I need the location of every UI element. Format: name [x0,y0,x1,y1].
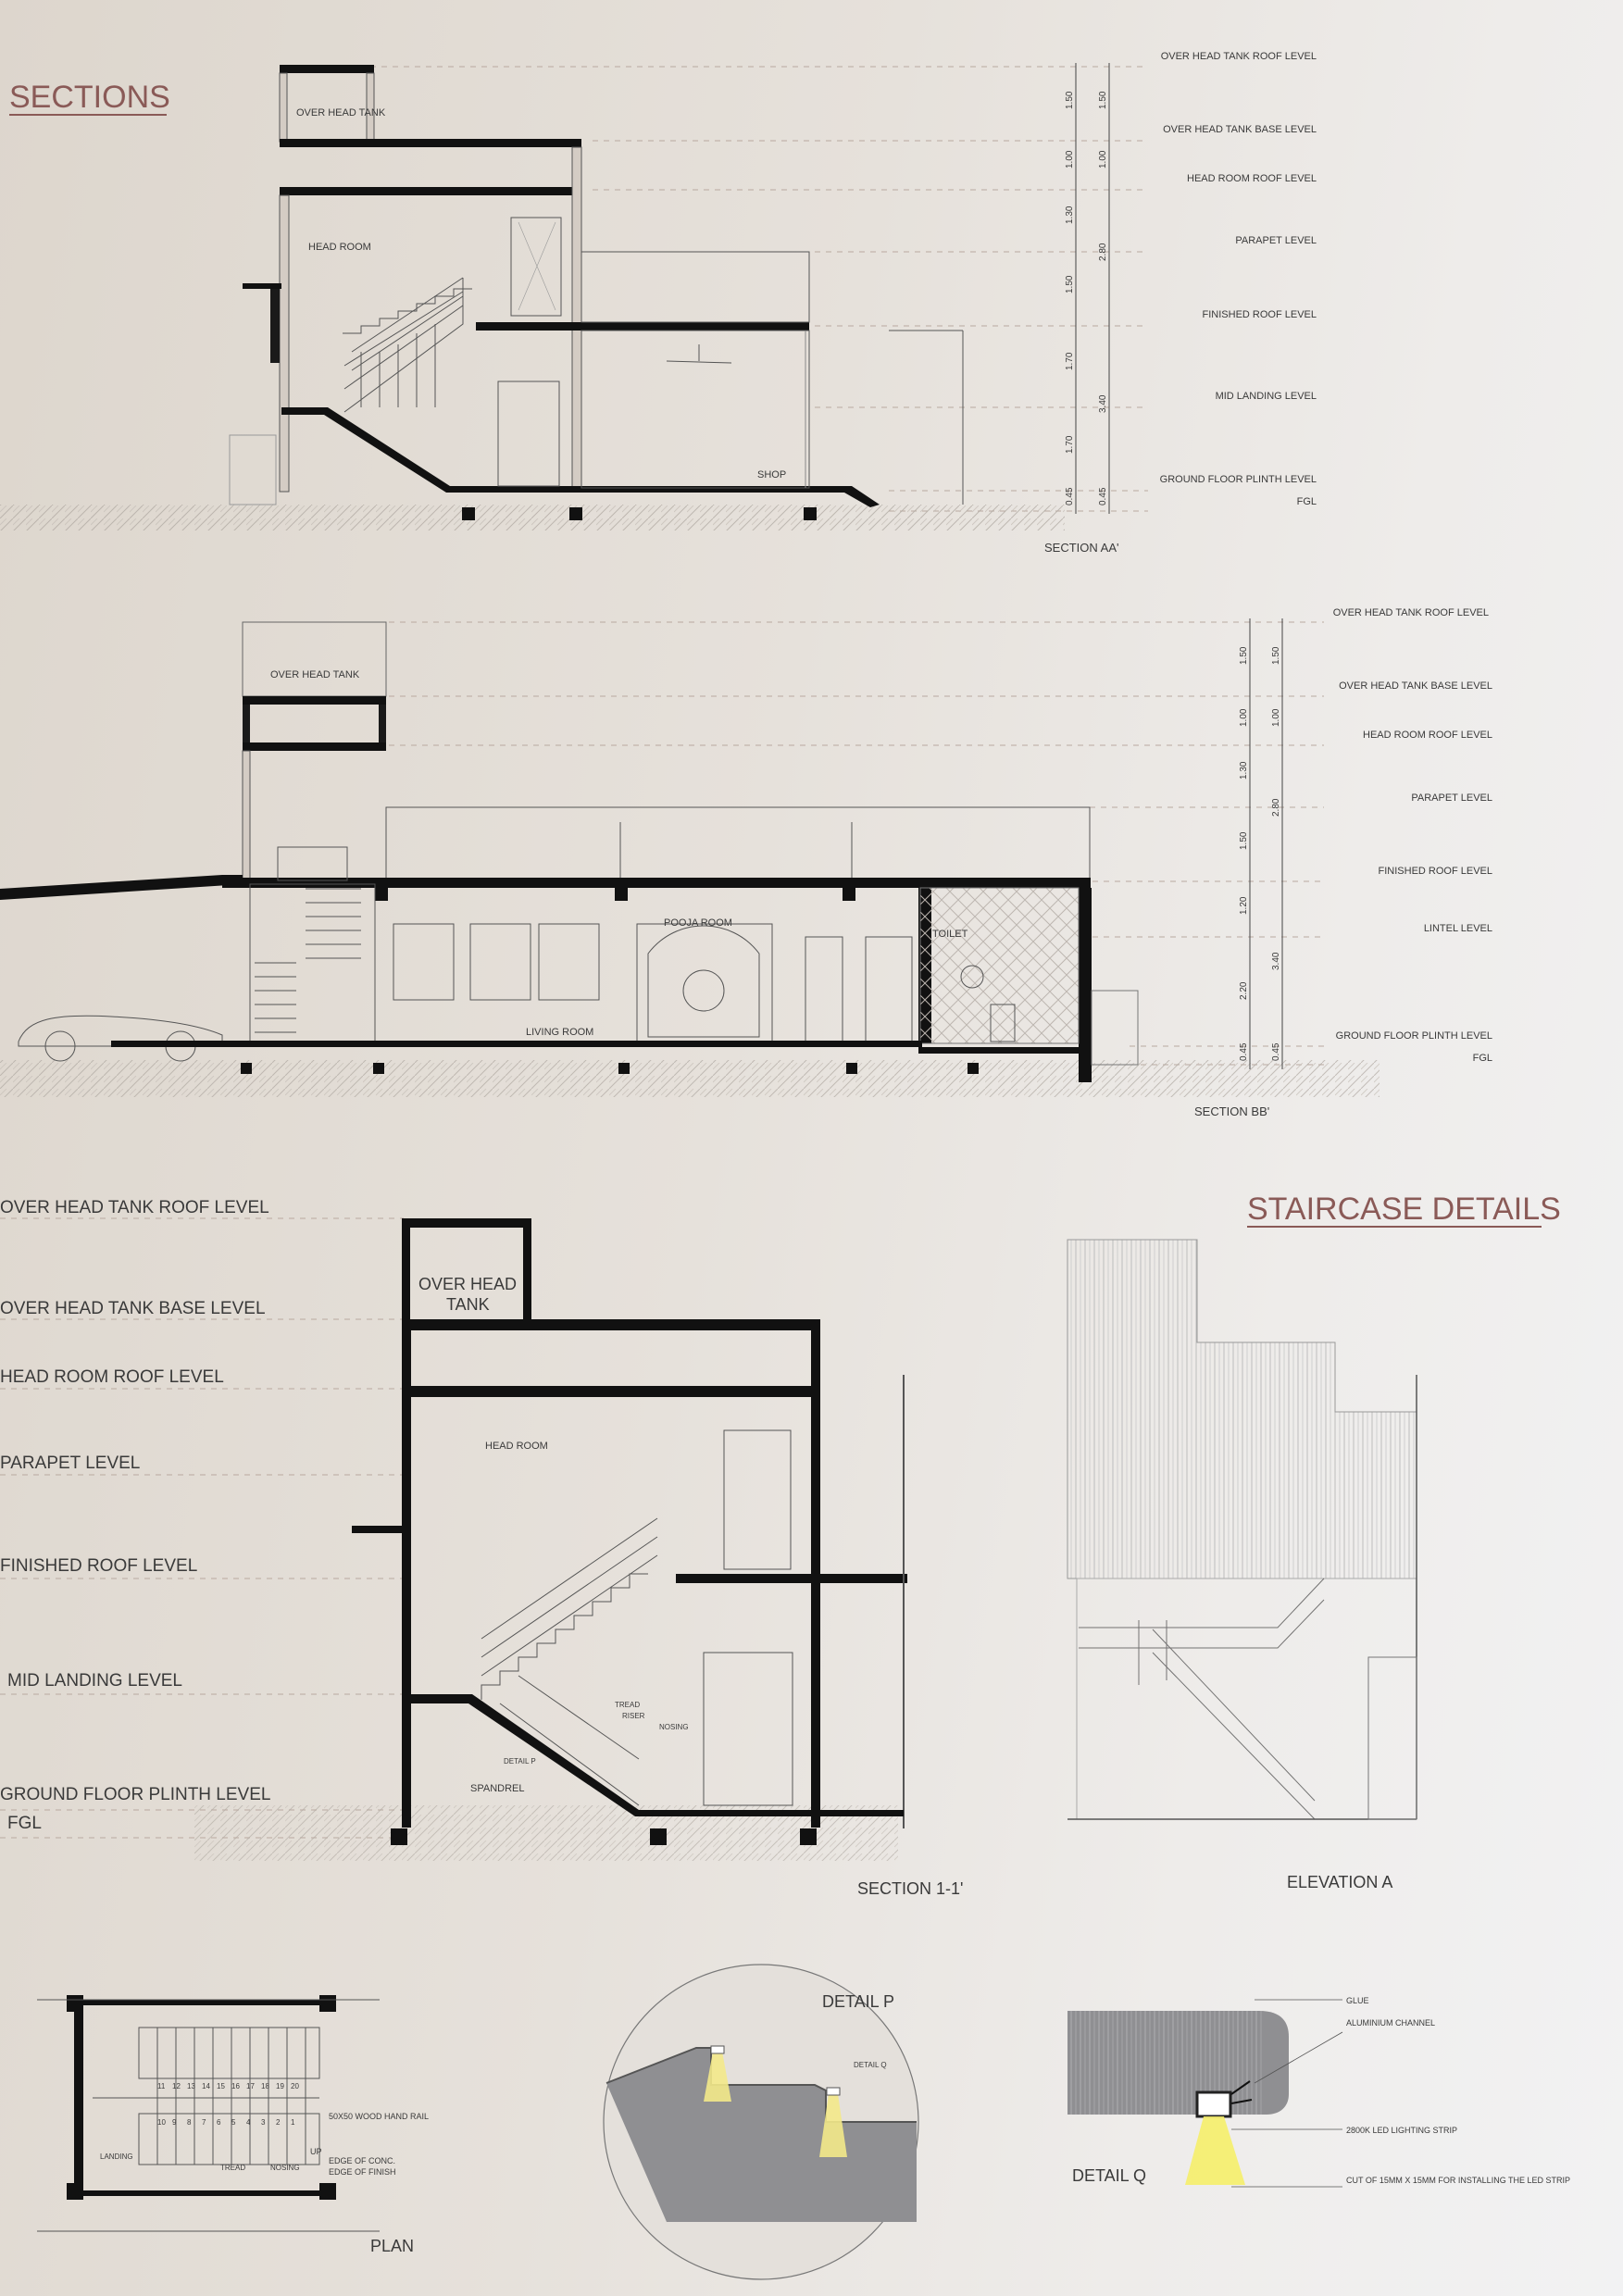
plan-title: PLAN [370,2237,415,2255]
level-label-bb-4: FINISHED ROOF LEVEL [1378,866,1492,877]
room-label-toilet: TOILET [932,929,968,940]
level-label-aa-0: OVER HEAD TANK ROOF LEVEL [1160,51,1317,62]
dim-bb-inner-4: 0.45 [1271,1042,1281,1061]
dim-aa-outer-5: 1.70 [1065,435,1075,454]
tread-number-5: 5 [231,2118,236,2127]
dim-bb-outer-5: 2.20 [1239,981,1249,1000]
note-led-strip: 2800K LED LIGHTING STRIP [1346,2126,1458,2135]
level-label-aa-5: MID LANDING LEVEL [1215,391,1317,402]
dim-bb-inner-0: 1.50 [1271,646,1281,665]
note-edge-finish: EDGE OF FINISH [329,2167,396,2177]
dim-aa-outer-0: 1.50 [1065,91,1075,109]
note-nosing-plan: NOSING [270,2164,300,2172]
dim-bb-outer-2: 1.30 [1239,761,1249,780]
dim-bb-outer-1: 1.00 [1239,708,1249,727]
room-label-head-room-11: HEAD ROOM [485,1441,548,1452]
dim-aa-inner-1: 1.00 [1098,150,1108,168]
room-label-pooja-room: POOJA ROOM [664,917,732,929]
level-label-11-5: MID LANDING LEVEL [7,1671,182,1691]
tread-number-2: 2 [276,2118,281,2127]
level-label-11-6: GROUND FLOOR PLINTH LEVEL [0,1785,271,1804]
stair-plan-labels [100,2082,429,2255]
room-label-overhead-tank-aa: OVER HEAD TANK [296,107,386,119]
tread-number-9: 9 [172,2118,177,2127]
note-up: UP [310,2147,322,2156]
level-label-aa-2: HEAD ROOM ROOF LEVEL [1187,173,1317,184]
tread-number-1: 1 [291,2118,295,2127]
section-aa-drawing [0,63,1148,530]
dim-aa-outer-3: 1.50 [1065,275,1075,293]
tread-number-16: 16 [231,2082,240,2090]
level-label-bb-5: LINTEL LEVEL [1423,923,1492,934]
note-glue: GLUE [1346,1996,1369,2005]
dim-aa-outer-6: 0.45 [1065,487,1075,505]
tread-number-15: 15 [217,2082,225,2090]
level-label-aa-6: GROUND FLOOR PLINTH LEVEL [1159,474,1317,485]
detail-q-drawing [1067,2000,1342,2187]
dim-bb-inner-2: 2.80 [1271,798,1281,817]
section-aa-title: SECTION AA' [1044,541,1119,555]
staircase-details-heading: STAIRCASE DETAILS [1247,1192,1561,1227]
elevation-a-title: ELEVATION A [1287,1873,1393,1891]
detail-q-callout: DETAIL Q [854,2061,887,2069]
tread-number-18: 18 [261,2082,269,2090]
level-label-aa-3: PARAPET LEVEL [1235,235,1317,246]
level-label-bb-7: FGL [1472,1053,1492,1064]
sections-heading: SECTIONS [9,80,170,115]
level-label-bb-0: OVER HEAD TANK ROOF LEVEL [1332,607,1489,618]
note-tread: TREAD [615,1701,641,1709]
tread-number-6: 6 [217,2118,221,2127]
note-detail-p: DETAIL P [504,1757,536,1766]
level-label-aa-7: FGL [1296,496,1317,507]
note-handrail: 50X50 WOOD HAND RAIL [329,2112,430,2121]
tread-number-8: 8 [187,2118,192,2127]
dim-aa-inner-0: 1.50 [1098,91,1108,109]
note-tread-plan: TREAD [220,2164,246,2172]
room-label-head-room-aa: HEAD ROOM [308,242,371,253]
dim-bb-outer-6: 0.45 [1239,1042,1249,1061]
dim-bb-outer-3: 1.50 [1239,831,1249,850]
dim-bb-inner-3: 3.40 [1271,952,1281,970]
level-label-aa-4: FINISHED ROOF LEVEL [1202,309,1317,320]
level-label-bb-3: PARAPET LEVEL [1411,792,1492,804]
elevation-a-drawing [1067,1240,1417,1819]
level-label-11-0: OVER HEAD TANK ROOF LEVEL [0,1198,269,1217]
room-label-overhead-11a: OVER HEAD [418,1275,518,1293]
note-cut: CUT OF 15MM X 15MM FOR INSTALLING THE LED STRIP [1346,2176,1571,2185]
tread-number-19: 19 [276,2082,284,2090]
tread-number-3: 3 [261,2118,266,2127]
note-landing: LANDING [100,2152,133,2161]
dim-aa-outer-1: 1.00 [1065,150,1075,168]
detail-q-title: DETAIL Q [1072,2166,1147,2185]
dim-aa-outer-4: 1.70 [1065,352,1075,370]
dim-bb-outer-0: 1.50 [1239,646,1249,665]
section-aa-labels [296,51,1317,555]
dim-bb-inner-1: 1.00 [1271,708,1281,727]
room-label-overhead-11b: TANK [446,1295,490,1314]
level-label-bb-1: OVER HEAD TANK BASE LEVEL [1339,680,1492,692]
tread-numbers-upper: 11 [157,2082,166,2090]
level-label-11-2: HEAD ROOM ROOF LEVEL [0,1367,224,1387]
tread-number-12: 12 [172,2082,181,2090]
level-label-11-1: OVER HEAD TANK BASE LEVEL [0,1299,266,1318]
level-label-aa-1: OVER HEAD TANK BASE LEVEL [1163,124,1317,135]
detail-p-title: DETAIL P [822,1992,895,2011]
dim-aa-inner-3: 3.40 [1098,394,1108,413]
section-bb-drawing [0,618,1380,1097]
room-label-shop: SHOP [757,469,787,480]
detail-p-drawing [604,1965,918,2279]
level-label-bb-2: HEAD ROOM ROOF LEVEL [1363,730,1492,741]
dim-aa-inner-2: 2.80 [1098,243,1108,261]
section-11-title: SECTION 1-1' [857,1879,964,1898]
room-label-overhead-tank-bb: OVER HEAD TANK [270,669,360,680]
dim-aa-outer-2: 1.30 [1065,206,1075,224]
tread-number-7: 7 [202,2118,206,2127]
tread-number-17: 17 [246,2082,255,2090]
note-aluminium-channel: ALUMINIUM CHANNEL [1346,2018,1436,2028]
level-label-11-3: PARAPET LEVEL [0,1454,141,1473]
note-edge-conc: EDGE OF CONC. [329,2156,396,2165]
tread-number-4: 4 [246,2118,251,2127]
tread-number-13: 13 [187,2082,195,2090]
note-nosing: NOSING [659,1723,689,1731]
tread-number-20: 20 [291,2082,299,2090]
tread-number-10: 10 [157,2118,166,2127]
tread-number-14: 14 [202,2082,210,2090]
note-riser: RISER [622,1712,645,1720]
level-label-11-4: FINISHED ROOF LEVEL [0,1556,198,1576]
section-bb-title: SECTION BB' [1194,1104,1270,1118]
dim-bb-outer-4: 1.20 [1239,896,1249,915]
level-label-11-7: FGL [7,1814,42,1833]
dim-aa-inner-4: 0.45 [1098,487,1108,505]
room-label-spandrel: SPANDREL [470,1783,525,1794]
room-label-living-room: LIVING ROOM [526,1027,594,1038]
level-label-bb-6: GROUND FLOOR PLINTH LEVEL [1335,1030,1492,1042]
